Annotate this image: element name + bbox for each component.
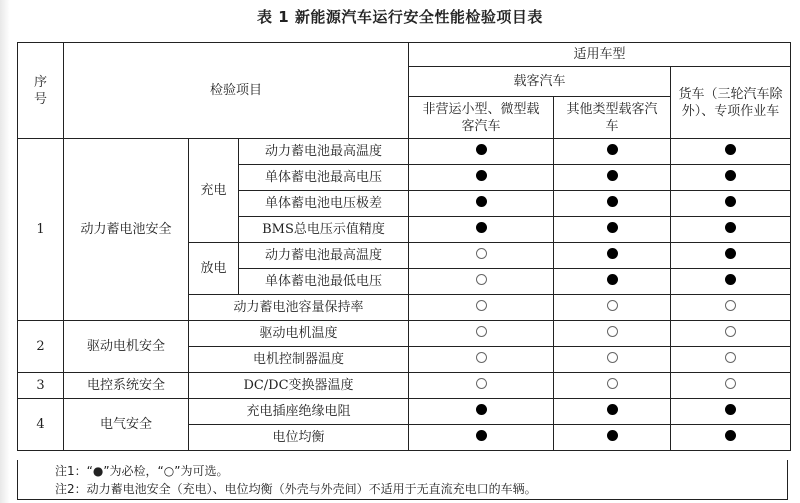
header-col3: 货车（三轮汽车除外）、专项作业车: [671, 67, 791, 139]
mark-cell: [554, 399, 671, 425]
filled-circle-icon: [607, 404, 618, 415]
group-name: 动力蓄电池安全: [64, 139, 189, 321]
item-cell: 动力蓄电池容量保持率: [189, 295, 409, 321]
table-title: 表 1 新能源汽车运行安全性能检验项目表: [257, 8, 543, 26]
group-seq: 1: [18, 139, 64, 321]
filled-circle-icon: [476, 222, 487, 233]
mark-cell: [671, 269, 791, 295]
subgroup-discharge: 放电: [189, 243, 239, 295]
filled-circle-icon: [725, 404, 736, 415]
group-seq: 2: [18, 321, 64, 373]
header-item: 检验项目: [64, 43, 409, 139]
mark-cell: [409, 347, 554, 373]
empty-circle-icon: [607, 300, 618, 311]
empty-circle-icon: [607, 352, 618, 363]
header-col2: 其他类型载客汽车: [554, 97, 671, 139]
mark-cell: [554, 373, 671, 399]
mark-cell: [409, 165, 554, 191]
mark-cell: [671, 373, 791, 399]
item-cell: 单体蓄电池最高电压: [239, 165, 409, 191]
mark-cell: [409, 269, 554, 295]
empty-circle-icon: [725, 352, 736, 363]
filled-circle-icon: [725, 274, 736, 285]
mark-cell: [671, 217, 791, 243]
header-passenger: 载客汽车: [409, 67, 671, 97]
mark-cell: [554, 217, 671, 243]
item-cell: DC/DC变换器温度: [189, 373, 409, 399]
mark-cell: [554, 165, 671, 191]
item-cell: 动力蓄电池最高温度: [239, 243, 409, 269]
header-applicable: 适用车型: [409, 43, 791, 67]
group-seq: 4: [18, 399, 64, 451]
filled-circle-icon: [607, 170, 618, 181]
mark-cell: [671, 191, 791, 217]
filled-circle-icon: [607, 248, 618, 259]
empty-circle-icon: [725, 326, 736, 337]
mark-cell: [409, 373, 554, 399]
mark-cell: [554, 321, 671, 347]
mark-cell: [671, 399, 791, 425]
mark-cell: [671, 347, 791, 373]
filled-circle-icon: [725, 170, 736, 181]
mark-cell: [554, 295, 671, 321]
filled-circle-icon: [476, 404, 487, 415]
mark-cell: [409, 425, 554, 451]
mark-cell: [554, 347, 671, 373]
mark-cell: [409, 217, 554, 243]
empty-circle-icon: [476, 300, 487, 311]
item-cell: 单体蓄电池最低电压: [239, 269, 409, 295]
mark-cell: [554, 139, 671, 165]
mark-cell: [409, 321, 554, 347]
table-row: [18, 321, 791, 347]
mark-cell: [554, 269, 671, 295]
item-cell: 充电插座绝缘电阻: [189, 399, 409, 425]
mark-cell: [409, 243, 554, 269]
item-cell: 电机控制器温度: [189, 347, 409, 373]
filled-circle-icon: [725, 222, 736, 233]
empty-circle-icon: [476, 378, 487, 389]
mark-cell: [409, 399, 554, 425]
note-1: 注1：“●”为必检，“○”为可选。: [55, 464, 229, 478]
header-col1: 非营运小型、微型载客汽车: [409, 97, 554, 139]
filled-circle-icon: [725, 430, 736, 441]
filled-circle-icon: [476, 170, 487, 181]
empty-circle-icon: [476, 274, 487, 285]
mark-cell: [409, 295, 554, 321]
filled-circle-icon: [476, 144, 487, 155]
filled-circle-icon: [607, 144, 618, 155]
filled-circle-icon: [476, 430, 487, 441]
group-name: 驱动电机安全: [64, 321, 189, 373]
filled-circle-icon: [476, 196, 487, 207]
filled-circle-icon: [607, 430, 618, 441]
item-cell: BMS总电压示值精度: [239, 217, 409, 243]
item-cell: 动力蓄电池最高温度: [239, 139, 409, 165]
mark-cell: [409, 191, 554, 217]
inspection-table: [17, 42, 791, 451]
mark-cell: [671, 295, 791, 321]
page-edge-shadow: [0, 0, 10, 503]
group-seq: 3: [18, 373, 64, 399]
table-row: [18, 373, 791, 399]
mark-cell: [554, 425, 671, 451]
mark-cell: [671, 139, 791, 165]
empty-circle-icon: [476, 248, 487, 259]
empty-circle-icon: [607, 326, 618, 337]
filled-circle-icon: [725, 144, 736, 155]
mark-cell: [671, 321, 791, 347]
subgroup-charge: 充电: [189, 139, 239, 243]
group-name: 电气安全: [64, 399, 189, 451]
item-cell: 单体蓄电池电压极差: [239, 191, 409, 217]
filled-circle-icon: [607, 274, 618, 285]
table-row: [18, 399, 791, 425]
filled-circle-icon: [607, 196, 618, 207]
empty-circle-icon: [725, 300, 736, 311]
mark-cell: [409, 139, 554, 165]
item-cell: 电位均衡: [189, 425, 409, 451]
filled-circle-icon: [725, 196, 736, 207]
mark-cell: [554, 191, 671, 217]
mark-cell: [671, 425, 791, 451]
item-cell: 驱动电机温度: [189, 321, 409, 347]
empty-circle-icon: [476, 326, 487, 337]
note-2: 注2：动力蓄电池安全（充电）、电位均衡（外壳与外壳间）不适用于无直流充电口的车辆。: [55, 482, 537, 496]
empty-circle-icon: [725, 378, 736, 389]
mark-cell: [671, 243, 791, 269]
empty-circle-icon: [607, 378, 618, 389]
group-name: 电控系统安全: [64, 373, 189, 399]
empty-circle-icon: [476, 352, 487, 363]
header-seq: 序号: [18, 43, 64, 139]
filled-circle-icon: [607, 222, 618, 233]
mark-cell: [554, 243, 671, 269]
table-row: [18, 139, 791, 165]
table-notes: [17, 460, 788, 500]
filled-circle-icon: [725, 248, 736, 259]
mark-cell: [671, 165, 791, 191]
